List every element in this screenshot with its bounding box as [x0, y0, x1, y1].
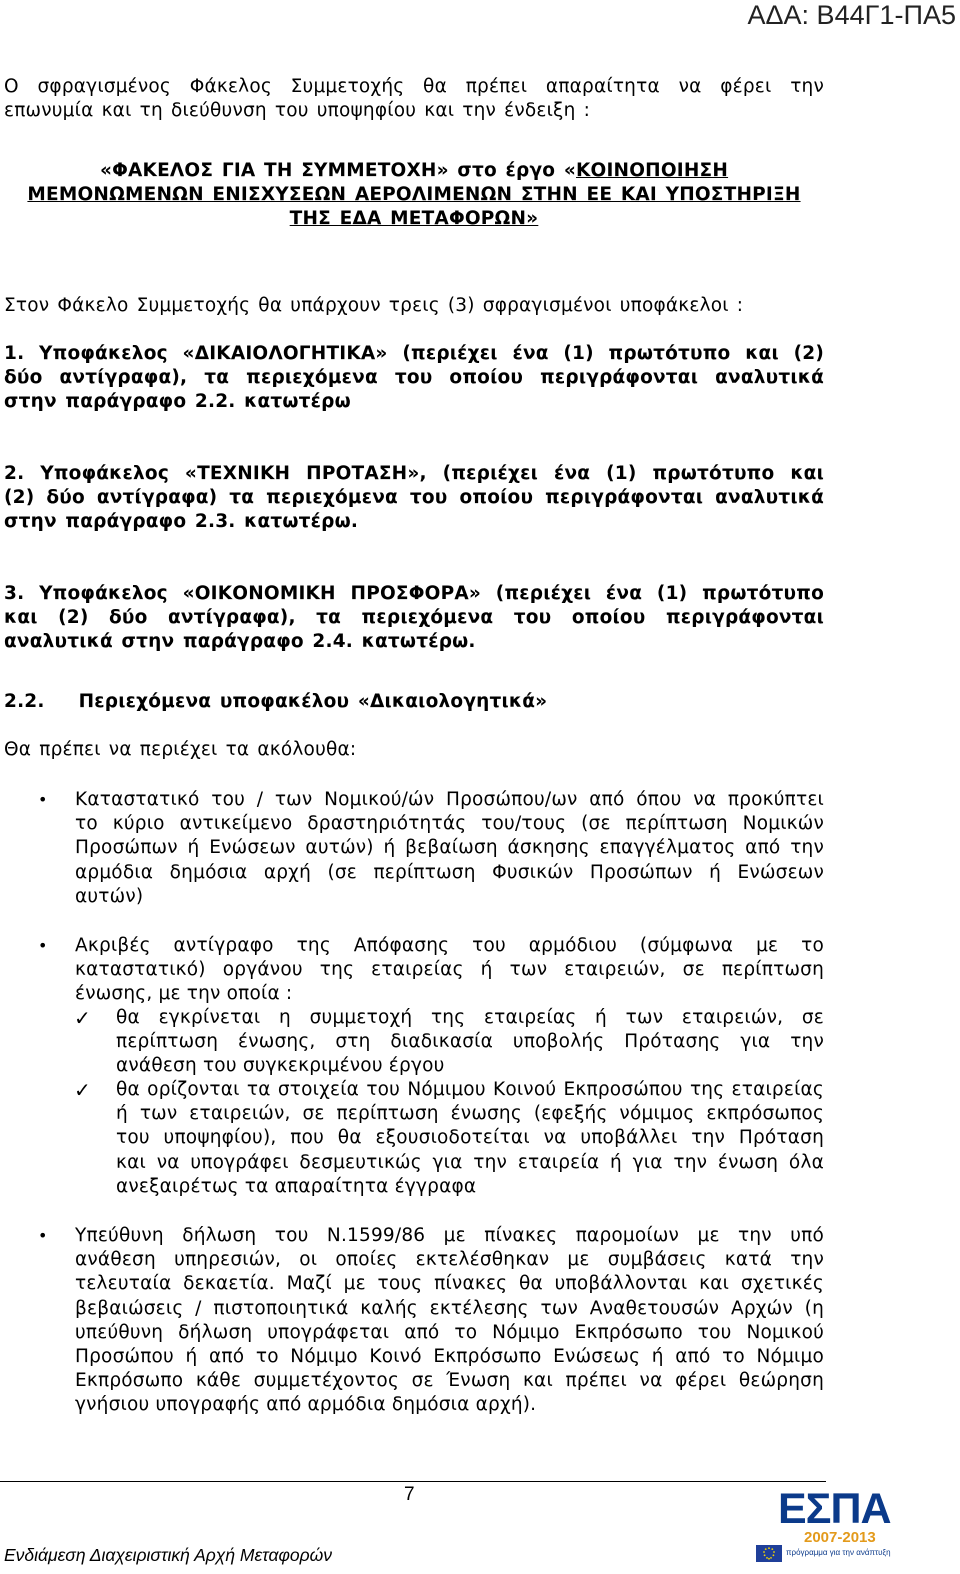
list-item-line: ένωσης, με την οποία : — [75, 983, 293, 1005]
list-item-line: υπεύθυνη δήλωση υπογράφεται από το Νόμιμο Εκπρόσωπο του Νομικού — [75, 1321, 824, 1343]
logo-tagline: πρόγραμμα για την ανάπτυξη — [786, 1548, 891, 1557]
sub-list-item-line: και να υπογράφει δεσμευτικώς για την εταιρεία ή για την ένωση όλα — [116, 1151, 824, 1173]
intro-line: Ο σφραγισμένος Φάκελος Συμμετοχής θα πρέπει απαραίτητα να φέρει την — [4, 76, 824, 97]
list-item-line: Προσώπων ή Ενώσεων αυτών) ή βεβαίωση άσκησης επαγγέλματος από την — [75, 837, 824, 859]
section-title: Περιεχόμενα υποφακέλου «Δικαιολογητικά» — [78, 691, 548, 712]
sub-list-item-line: θα ορίζονται τα στοιχεία του Νόμιμου Κοινού Εκπροσώπου της εταιρείας — [116, 1079, 824, 1100]
list-item-line: ανάθεση υπηρεσιών, οι οποίες εκτελέσθηκαν με συμβάσεις κατά την — [75, 1249, 824, 1271]
envelope-item-1 — [4, 342, 824, 415]
envelopes-intro-text: Στον Φάκελο Συμμετοχής θα υπάρχουν τρεις (3) σφραγισμένοι υποφάκελοι : — [4, 295, 744, 316]
list-item — [75, 1224, 824, 1418]
eu-flag-icon — [756, 1545, 782, 1562]
title-bold: «ΦΑΚΕΛΟΣ ΓΙΑ ΤΗ ΣΥΜΜΕΤΟΧΗ» — [99, 160, 449, 181]
footer-org: Ενδιάμεση Διαχειριστική Αρχή Μεταφορών — [4, 1545, 333, 1565]
envelope-line: 1. Υποφάκελος «ΔΙΚΑΙΟΛΟΓΗΤΙΚΑ» (περιέχει ένα (1) πρωτότυπο και (2) — [4, 343, 824, 364]
list-item-line: Εκπρόσωπο κάθε συμμετέχοντος σε Ένωση και πρέπει να φέρει θεώρηση — [75, 1370, 824, 1392]
list-item-line: βεβαιώσεις / πιστοποιητικά καλής εκτέλεσης των Αναθετουσών Αρχών (η — [75, 1297, 824, 1319]
ada-code: ΑΔΑ: Β44Γ1-ΠΑ5 — [747, 0, 956, 30]
footer-divider — [0, 1481, 826, 1482]
sub-list-item-line: ανεξαιρέτως τα απαραίτητα έγγραφα — [116, 1175, 477, 1197]
list-item-line: γνήσιου υπογραφής από αρμόδια δημόσια αρχή). — [75, 1394, 537, 1416]
list-item-line: το κύριο αντικείμενο δραστηριότητάς του/τους (σε περίπτωση Νομικών — [75, 813, 824, 835]
title-line: ΤΗΣ ΕΔΑ ΜΕΤΑΦΟΡΩΝ» — [289, 208, 539, 230]
bullet-icon: • — [38, 1226, 48, 1245]
list-item-line: Προσώπου ή από το Νόμιμο Κοινό Εκπρόσωπο Ενώσεως ή από το Νόμιμο — [75, 1346, 824, 1368]
sub-list-item-line: του υποψηφίου), που θα εξουσιοδοτείται να υποβάλλει την Πρόταση — [116, 1127, 824, 1149]
list-item-line: τελευταία δεκαετία. Μαζί με τους πίνακες θα υποβάλλονται και σχετικές — [75, 1273, 824, 1295]
espa-logo — [756, 1486, 898, 1562]
title-line: ΜΕΜΟΝΩΜΕΝΩΝ ΕΝΙΣΧΥΣΕΩΝ ΑΕΡΟΛΙΜΕΝΩΝ ΣΤΗΝ ΕΕ ΚΑΙ ΥΠΟΣΤΗΡΙΞΗ — [27, 184, 801, 206]
sub-list-item — [116, 1078, 824, 1199]
title-plain: στο έργο « — [448, 160, 576, 181]
envelope-line: 3. Υποφάκελος «ΟΙΚΟΝΟΜΙΚΗ ΠΡΟΣΦΟΡΑ» (περιέχει ένα (1) πρωτότυπο — [4, 583, 824, 604]
list-item-line: Καταστατικό του / των Νομικού/ών Προσώπου/ων από όπου να προκύπτει — [75, 789, 824, 810]
envelope-line: στην παράγραφο 2.3. κατωτέρω. — [4, 511, 359, 533]
sub-list-item-line: θα εγκρίνεται η συμμετοχή της εταιρείας ή των εταιρειών, σε — [116, 1007, 824, 1028]
section-number: 2.2. — [4, 691, 45, 712]
section-lead — [4, 738, 824, 762]
envelope-line: 2. Υποφάκελος «ΤΕΧΝΙΚΗ ΠΡΟΤΑΣΗ», (περιέχει ένα (1) πρωτότυπο και — [4, 463, 824, 484]
sub-list-item-line: ανάθεση του συγκεκριμένου έργου — [116, 1055, 445, 1077]
envelope-line: και (2) δύο αντίγραφα), τα περιεχόμενα του οποίου περιγράφονται — [4, 607, 824, 629]
list-item-line: καταστατικό) οργάνου της εταιρείας ή των εταιρειών, σε περίπτωση — [75, 959, 824, 981]
envelope-item-3 — [4, 582, 824, 655]
envelopes-intro — [4, 294, 824, 318]
intro-paragraph — [4, 75, 824, 123]
list-item-line: Υπεύθυνη δήλωση του Ν.1599/86 με πίνακες παρομοίων με την υπό — [75, 1225, 824, 1246]
section-lead-text: Θα πρέπει να περιέχει τα ακόλουθα: — [4, 739, 357, 760]
checkmark-icon: ✓ — [74, 1006, 91, 1030]
intro-line: επωνυμία και τη διεύθυνση του υποψηφίου και την ένδειξη : — [4, 100, 591, 122]
bullet-icon: • — [38, 790, 48, 809]
envelope-title — [4, 159, 824, 232]
envelope-line: (2) δύο αντίγραφα) τα περιεχόμενα του οποίου περιγράφονται αναλυτικά — [4, 487, 824, 509]
section-heading — [4, 690, 824, 714]
list-item-line: αυτών) — [75, 885, 144, 907]
list-item — [75, 934, 824, 1007]
envelope-line: στην παράγραφο 2.2. κατωτέρω — [4, 391, 351, 413]
title-underlined: ΚΟΙΝΟΠΟΙΗΣΗ — [576, 160, 729, 181]
sub-list-item-line: περίπτωση ένωσης, στη διαδικασία υποβολής Πρότασης για την — [116, 1031, 824, 1053]
logo-years: 2007-2013 — [804, 1529, 876, 1546]
list-item-line: Ακριβές αντίγραφο της Απόφασης του αρμόδιου (σύμφωνα με το — [75, 935, 824, 956]
sub-list-item-line: ή των εταιρειών, σε περίπτωση ένωσης (εφεξής νόμιμος εκπρόσωπος — [116, 1103, 824, 1125]
checkmark-icon: ✓ — [74, 1078, 91, 1102]
envelope-item-2 — [4, 462, 824, 535]
sub-list-item — [116, 1006, 824, 1079]
bullet-icon: • — [38, 936, 48, 955]
list-item-line: αρμόδια δημόσια αρχή (σε περίπτωση Φυσικών Προσώπων ή Ενώσεων — [75, 861, 824, 883]
page-number: 7 — [404, 1484, 415, 1505]
envelope-line: αναλυτικά στην παράγραφο 2.4. κατωτέρω. — [4, 631, 476, 653]
logo-text: ΕΣΠΑ — [778, 1485, 891, 1533]
envelope-line: δύο αντίγραφα), τα περιεχόμενα του οποίου περιγράφονται αναλυτικά — [4, 367, 824, 389]
list-item — [75, 788, 824, 909]
